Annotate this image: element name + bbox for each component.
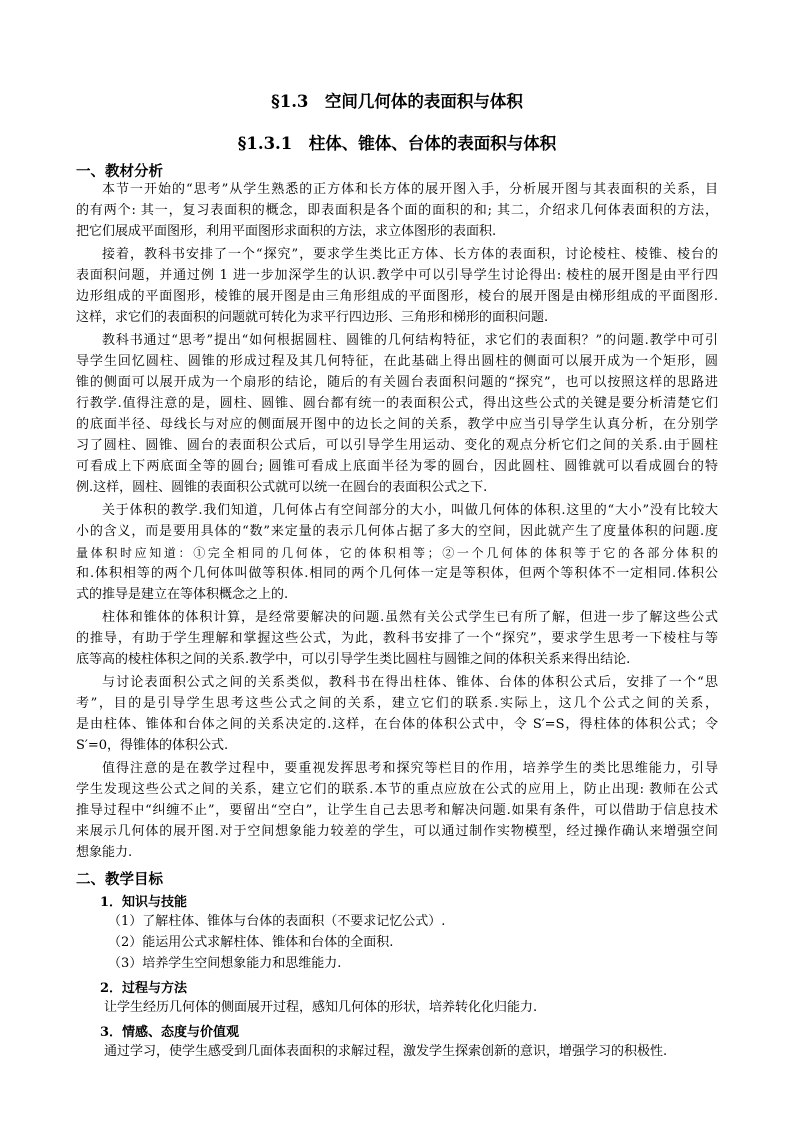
subheading-attitude: 3．情感、态度与价值观 (100, 1025, 240, 1040)
main-title: §1.3 空间几何体的表面积与体积 (271, 92, 523, 111)
paragraph-line: 教科书通过“思考”提出“如何根据圆柱、圆锥的几何结构特征，求它们的表面积？”的问题.教学中可引 (102, 333, 718, 348)
section-heading-objectives: 二、教学目标 (76, 871, 163, 888)
paragraph-line: 行教学.值得注意的是，圆柱、圆锥、圆台都有统一的表面积公式，得出这些公式的关键是要分析清楚它们 (76, 396, 718, 411)
objective-item: （3）培养学生空间想象能力和思维能力. (108, 956, 342, 971)
paragraph-line: 习了圆柱、圆锥、圆台的表面积公式后，可以引导学生用运动、变化的观点分析它们之间的关系.由于圆柱 (76, 438, 718, 453)
paragraph-line: 和.体积相等的两个几何体叫做等积体.相同的两个几何体一定是等积体，但两个等积体不一定相同.体积公 (76, 566, 718, 581)
paragraph-line: 表面积问题，并通过例 1 进一步加深学生的认识.教学中可以引导学生讨论得出: 棱柱的展开图是由平行四 (76, 268, 718, 283)
paragraph-line: 与讨论表面积公式之间的关系类似，教科书在得出柱体、锥体、台体的体积公式后，安排了一个“思 (102, 675, 718, 690)
paragraph-line: 接着，教科书安排了一个“探究”，要求学生类比正方体、长方体的表面积，讨论棱柱、棱锥、棱台的 (102, 247, 718, 262)
paragraph-line: 小的含义，而是要用具体的“数”来定量的表示几何体占据了多大的空间，因此就产生了度量体积的问题.度 (76, 524, 718, 539)
paragraph-line: S′=0，得锥体的体积公式. (76, 738, 229, 753)
paragraph-line: 边形组成的平面图形，棱锥的展开图是由三角形组成的平面图形，棱台的展开图是由梯形组成的平面图形. (76, 289, 718, 304)
paragraph-line: 例.这样，圆柱、圆锥的表面积公式就可以统一在圆台的表面积公式之下. (76, 480, 488, 495)
paragraph-line: 的底面半径、母线长与对应的侧面展开图中的边长之间的关系，教学中应当引导学生认真分析，在分别学 (76, 417, 718, 432)
section-heading-analysis: 一、教材分析 (76, 163, 163, 180)
subheading-process: 2．过程与方法 (100, 981, 188, 996)
objective-item: （1）了解柱体、锥体与台体的表面积（不要求记忆公式）. (108, 914, 446, 929)
paragraph-line: 量体积时应知道：①完全相同的几何体，它的体积相等；②一个几何体的体积等于它的各部分体积的 (76, 546, 718, 560)
paragraph-line: 考”，目的是引导学生思考这些公式之间的关系，建立它们的联系.实际上，这几个公式之间的关系， (76, 696, 718, 711)
paragraph-line: 推导过程中“纠缠不止”，要留出“空白”，让学生自己去思考和解决问题.如果有条件，可以借助于信息技术 (76, 803, 718, 818)
paragraph-line: 想象能力. (76, 845, 133, 860)
paragraph-line: 把它们展成平面图形，利用平面图形求面积的方法，求立体图形的表面积. (76, 224, 497, 239)
paragraph-line: 本节一开始的“思考”从学生熟悉的正方体和长方体的展开图入手，分析展开图与其表面积的关系，目 (102, 182, 718, 197)
paragraph-line: 来展示几何体的展开图.对于空间想象能力较差的学生，可以通过制作实物模型，经过操作确认来增强空间 (76, 824, 718, 839)
paragraph-line: 柱体和锥体的体积计算，是经常要解决的问题.虽然有关公式学生已有所了解，但进一步了解这些公式 (102, 610, 718, 625)
paragraph-line: 导学生回忆圆柱、圆锥的形成过程及其几何特征，在此基础上得出圆柱的侧面可以展开成为一个矩形，圆 (76, 354, 718, 369)
paragraph-line: 可看成上下两底面全等的圆台; 圆锥可看成上底面半径为零的圆台，因此圆柱、圆锥就可以看成圆台的特 (76, 459, 718, 474)
process-text: 让学生经历几何体的侧面展开过程，感知几何体的形状，培养转化化归能力. (104, 1000, 538, 1015)
subtitle: §1.3.1 柱体、锥体、台体的表面积与体积 (237, 134, 557, 153)
paragraph-line: 式的推导是建立在等体积概念之上的. (76, 587, 289, 602)
subheading-knowledge: 1．知识与技能 (100, 895, 188, 910)
paragraph-line: 底等高的棱柱体积之间的关系.教学中，可以引导学生类比圆柱与圆锥之间的体积关系来得出结论. (76, 652, 631, 667)
paragraph-line: 学生发现这些公式之间的关系，建立它们的联系.本节的重点应放在公式的应用上，防止出现: 教师在公式 (76, 782, 718, 797)
paragraph-line: 这样，求它们的表面积的问题就可转化为求平行四边形、三角形和梯形的面积问题. (76, 310, 549, 325)
paragraph-line: 的有两个: 其一，复习表面积的概念，即表面积是各个面的面积的和; 其二，介绍求几何体表面积的方法， (76, 203, 718, 218)
paragraph-line: 是由柱体、锥体和台体之间的关系决定的.这样，在台体的体积公式中，令 S′=S，得柱体的体积公式；令 (76, 717, 718, 732)
objective-item: （2）能运用公式求解柱体、锥体和台体的全面积. (108, 935, 394, 950)
paragraph-line: 值得注意的是在教学过程中，要重视发挥思考和探究等栏目的作用，培养学生的类比思维能力，引导 (102, 761, 718, 776)
paragraph-line: 关于体积的教学.我们知道，几何体占有空间部分的大小，叫做几何体的体积.这里的“大小”没有比较大 (102, 503, 718, 518)
paragraph-line: 的推导，有助于学生理解和掌握这些公式，为此，教科书安排了一个“探究”，要求学生思考一下棱柱与等 (76, 631, 718, 646)
paragraph-line: 锥的侧面可以展开成为一个扇形的结论，随后的有关圆台表面积问题的“探究”，也可以按照这样的思路进 (76, 375, 718, 390)
attitude-text: 通过学习，使学生感受到几面体表面积的求解过程，激发学生探索创新的意识，增强学习的积极性. (104, 1044, 668, 1059)
